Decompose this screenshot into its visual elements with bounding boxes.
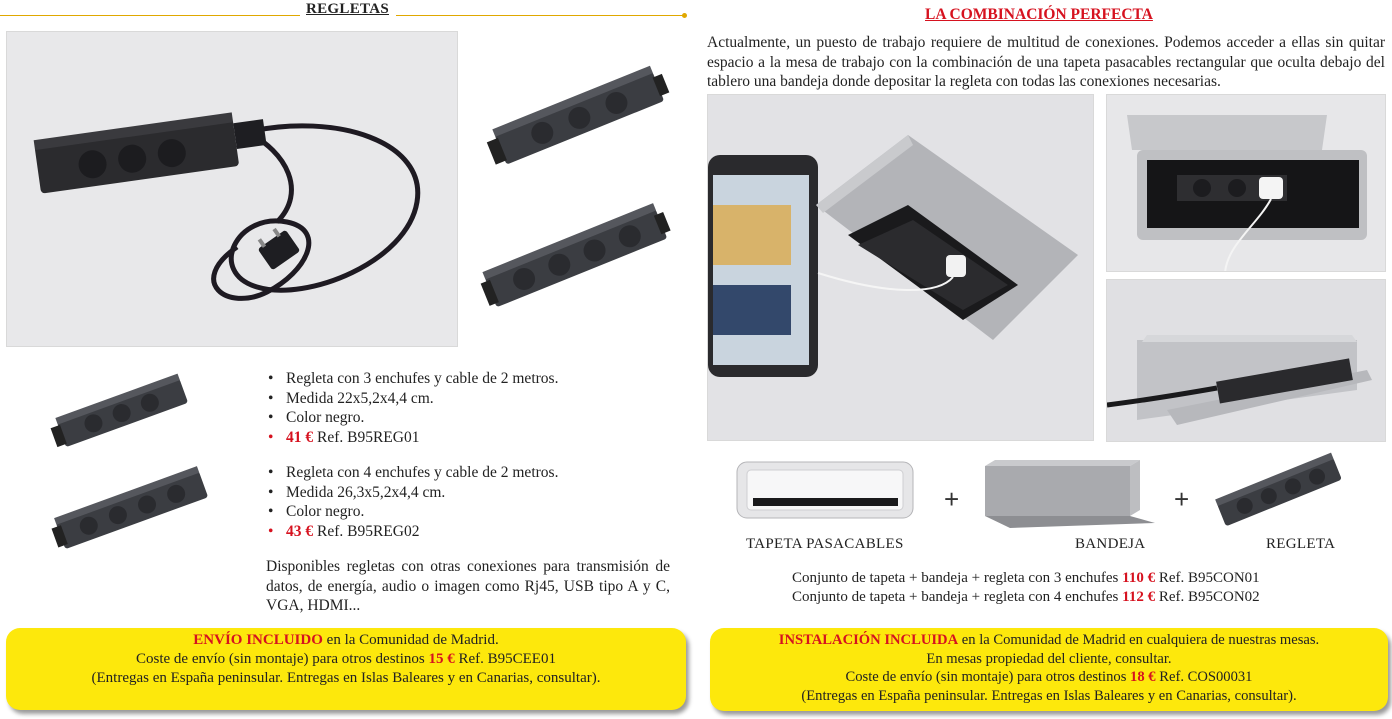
combo1-line [792,568,1260,588]
shipping-banner-line1: ENVÍO INCLUIDO en la Comunidad de Madrid. [193,632,499,648]
header-rule-right [396,15,683,16]
header-rule-dot [682,13,687,18]
shipping-included-label: ENVÍO INCLUIDO [193,632,323,648]
cable-flap-product-image [735,458,915,522]
combo1-text: Conjunto de tapeta + bandeja + regleta con 3 enchufes [792,570,1119,586]
section-title-regletas: REGLETAS [306,1,389,17]
section-title-combinacion: LA COMBINACIÓN PERFECTA [925,6,1153,23]
product1-description: • Regleta con 3 enchufes y cable de 2 metros. [264,369,558,389]
plus-sign-1: + [944,484,960,514]
caption-bandeja: BANDEJA [1075,536,1146,552]
product1-spec-list [264,369,558,447]
tray-with-strip-photo [1106,279,1386,442]
shipping-banner [6,628,686,710]
power-strip-cable-photo [6,31,458,347]
installation-banner-line4: (Entregas en España peninsular. Entregas en Islas Baleares y en Canarias, consultar). [801,687,1297,704]
combo1-ref: Ref. B95CON01 [1158,570,1260,586]
installation-banner-line2: En mesas propiedad del cliente, consultar. [926,650,1172,667]
product2-spec-list [264,463,558,541]
combo2-line [792,587,1260,607]
installation-banner-line3: Coste de envío (sin montaje) para otros destinos 18 € Ref. COS00031 [845,669,1253,685]
flap-top-view-photo [1106,94,1386,272]
combo2-text: Conjunto de tapeta + bandeja + regleta con 4 enchufes [792,589,1119,605]
installation-banner-line1: INSTALACIÓN INCLUIDA en la Comunidad de Madrid en cualquiera de nuestras mesas. [778,632,1320,648]
shipping-price: 15 € [428,651,455,667]
combo2-price: 112 € [1122,589,1156,605]
caption-tapeta: TAPETA PASACABLES [746,536,904,552]
installation-banner [710,628,1388,711]
product1-price: 41 € [286,428,314,446]
shipping-banner-line3: (Entregas en España peninsular. Entregas en Islas Baleares y en Canarias, consultar). [91,670,601,686]
product2-description: • Regleta con 4 enchufes y cable de 2 metros. [264,463,558,483]
strip-product-image [1212,450,1347,535]
tray-product-image [980,458,1160,533]
combo2-ref: Ref. B95CON02 [1158,589,1260,605]
power-strip-4-render-small [50,458,215,563]
plus-sign-2: + [1174,484,1190,514]
combo1-price: 110 € [1122,570,1156,586]
power-strip-3-render-top [484,60,674,175]
product1-dimensions: • Medida 22x5,2x4,4 cm. [264,389,558,409]
product2-price-line [264,522,558,542]
product1-price-line [264,428,558,448]
intro-text: Actualmente, un puesto de trabajo requiere de multitud de conexiones. Podemos acceder a ellas sin quitar espacio a la mesa de trabajo con la combinación de una tapeta pasacables rectangular que oculta debajo del tablero una bandeja donde depositar la regleta con todas las conexiones necesarias. [707,34,1385,90]
power-strip-4-render-top [478,192,674,324]
shipping-banner-line2: Coste de envío (sin montaje) para otros destinos 15 € Ref. B95CEE01 [136,651,556,667]
desk-cable-flap-photo [707,94,1094,441]
installation-included-label: INSTALACIÓN INCLUIDA [778,632,959,648]
product1-ref: Ref. B95REG01 [317,428,420,446]
header-rule-left [0,15,300,16]
product2-price: 43 € [286,522,314,540]
installation-shipping-price: 18 € [1130,669,1156,685]
product2-color: • Color negro. [264,502,558,522]
caption-regleta: REGLETA [1266,536,1336,552]
product2-ref: Ref. B95REG02 [317,522,420,540]
power-strip-3-render-small [50,368,195,460]
product2-dimensions: • Medida 26,3x5,2x4,4 cm. [264,483,558,503]
product1-color: • Color negro. [264,408,558,428]
availability-text: Disponibles regletas con otras conexiones para transmisión de datos, de energía, audio o imagen como Rj45, USB tipo A y C, VGA, HDMI... [266,558,670,614]
